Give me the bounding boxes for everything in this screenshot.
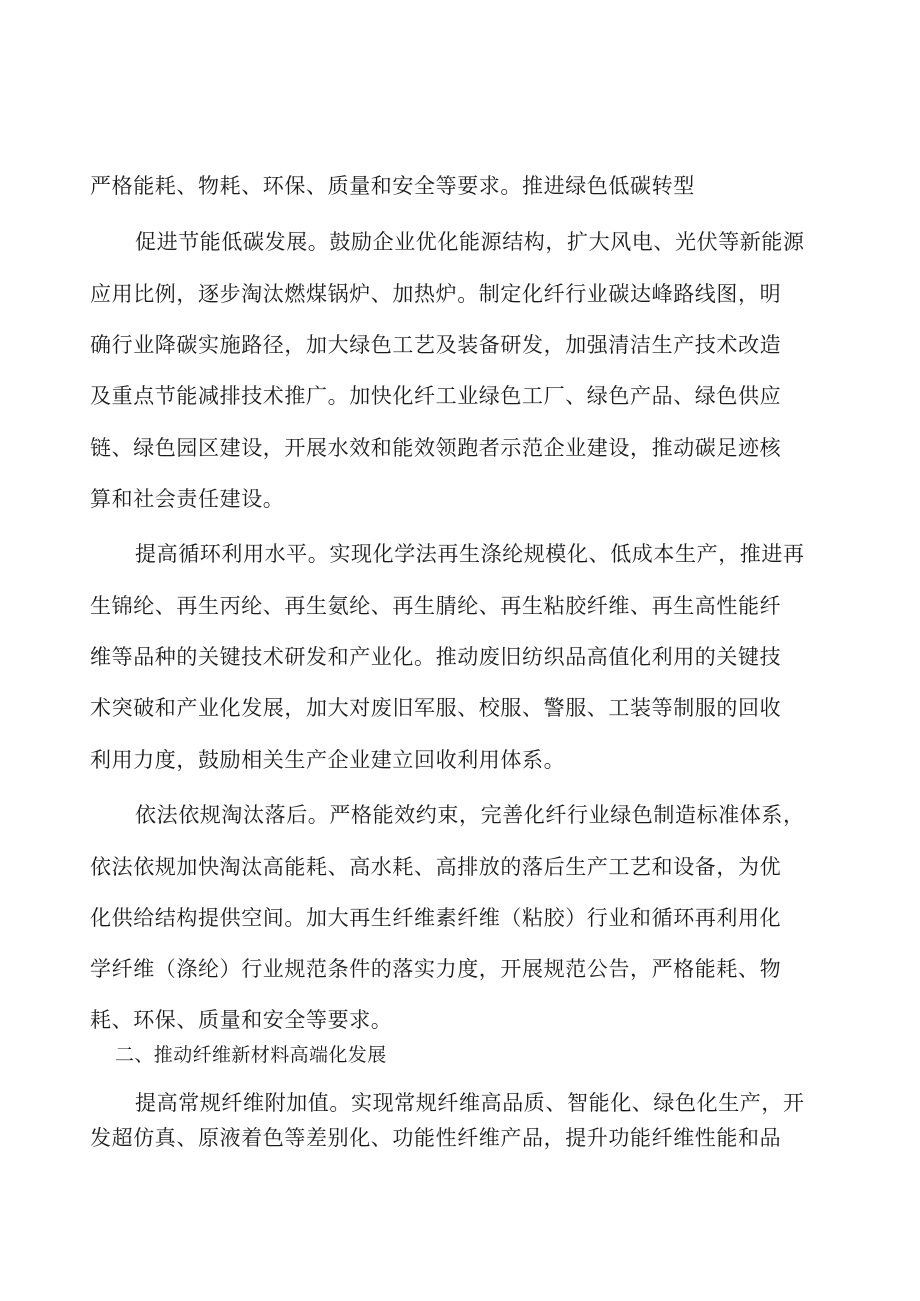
text-line: 维等品种的关键技术研发和产业化。推动废旧纺织品高值化利用的关键技 [90, 645, 782, 669]
text-line: 提高循环利用水平。实现化学法再生涤纶规模化、低成本生产，推进再 [135, 542, 805, 566]
text-line: 严格能耗、物耗、环保、质量和安全等要求。推进绿色低碳转型 [90, 174, 695, 198]
text-line: 促进节能低碳发展。鼓励企业优化能源结构，扩大风电、光伏等新能源 [135, 230, 805, 254]
section-heading: 二、推动纤维新材料高端化发展 [115, 1044, 387, 1066]
text-line: 提高常规纤维附加值。实现常规纤维高品质、智能化、绿色化生产，开 [135, 1091, 805, 1115]
text-line: 链、绿色园区建设，开展水效和能效领跑者示范企业建设，推动碳足迹核 [90, 436, 782, 460]
text-line: 算和社会责任建设。 [90, 487, 285, 511]
text-line: 利用力度，鼓励相关生产企业建立回收利用体系。 [90, 748, 566, 772]
text-line: 耗、环保、质量和安全等要求。 [90, 1008, 393, 1032]
text-line: 及重点节能减排技术推广。加快化纤工业绿色工厂、绿色产品、绿色供应 [90, 384, 782, 408]
text-line: 应用比例，逐步淘汰燃煤锅炉、加热炉。制定化纤行业碳达峰路线图，明 [90, 282, 782, 306]
text-line: 依法依规淘汰落后。严格能效约束，完善化纤行业绿色制造标准体系， [135, 803, 805, 827]
text-line: 生锦纶、再生丙纶、再生氨纶、再生腈纶、再生粘胶纤维、再生高性能纤 [90, 594, 782, 618]
text-line: 术突破和产业化发展，加大对废旧军服、校服、警服、工装等制服的回收 [90, 696, 782, 720]
text-line: 依法依规加快淘汰高能耗、高水耗、高排放的落后生产工艺和设备，为优 [90, 855, 782, 879]
text-line: 确行业降碳实施路径，加大绿色工艺及装备研发，加强清洁生产技术改造 [90, 333, 782, 357]
text-line: 化供给结构提供空间。加大再生纤维素纤维（粘胶）行业和循环再利用化 [90, 906, 782, 930]
text-line: 学纤维（涤纶）行业规范条件的落实力度，开展规范公告，严格能耗、物 [90, 957, 782, 981]
text-line: 发超仿真、原液着色等差别化、功能性纤维产品，提升功能纤维性能和品 [90, 1126, 782, 1150]
